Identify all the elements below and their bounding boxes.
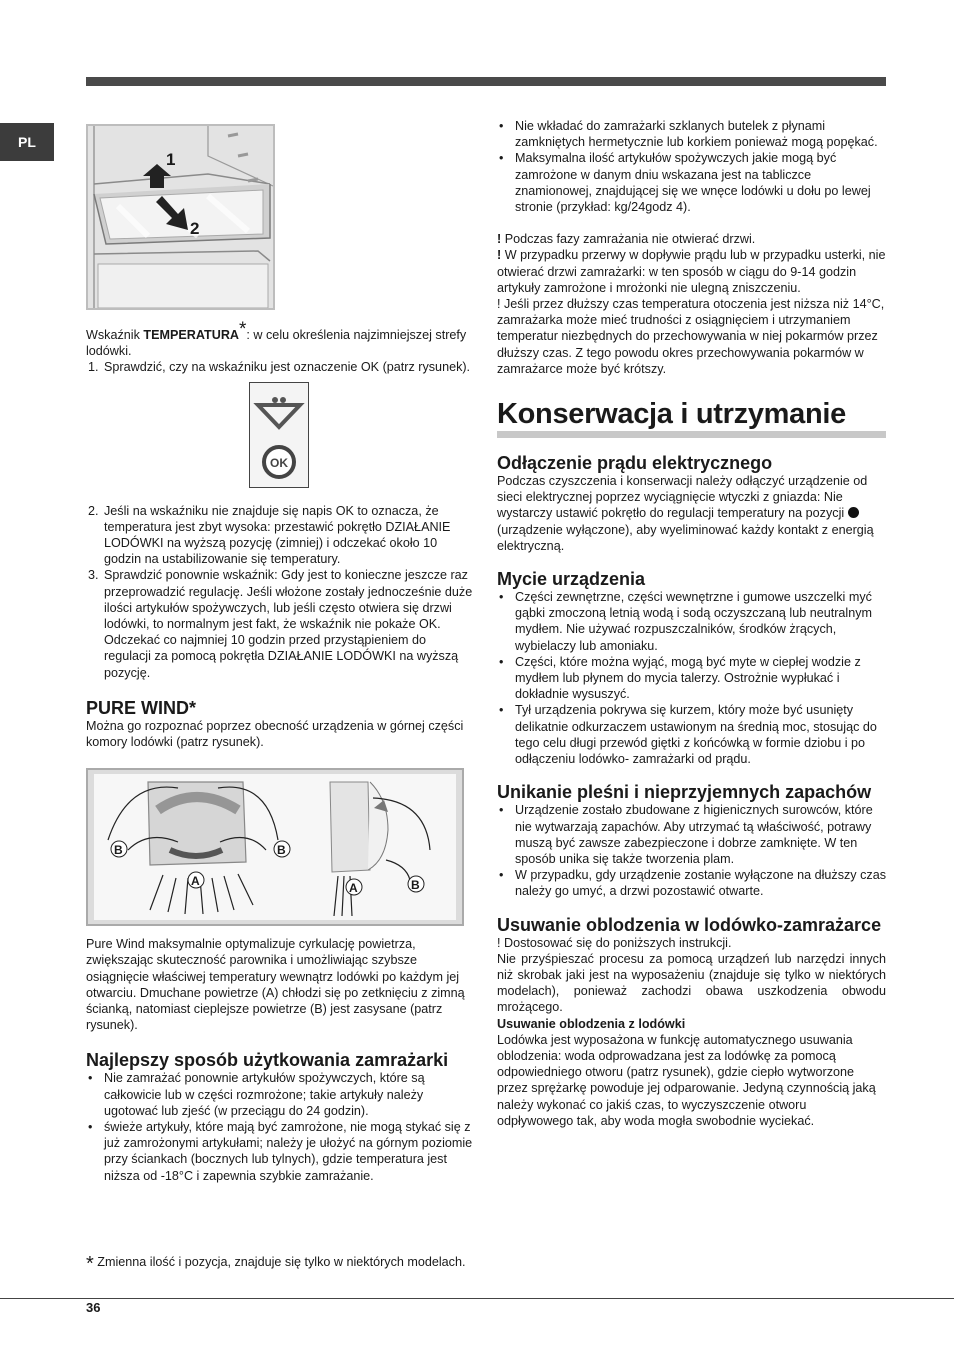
freezer-usage-heading: Najlepszy sposób użytkowania zamrażarki bbox=[86, 1050, 449, 1071]
temperature-steps-b bbox=[86, 503, 474, 681]
list-item: • Tył urządzenia pokrywa się kurzem, który może być usunięty delikatnie odkurzaczem ustawionym na średnią moc, stosując do tego celu długi przewód giętki z końcówką w formie dziobu i po odłączeniu lodówko- zamrażarki od prądu. bbox=[497, 702, 886, 767]
warning-mark: ! bbox=[497, 232, 502, 247]
disconnect-text-a: Podczas czyszczenia i konserwacji należy odłączyć urządzenie od sieci elektrycznej poprzez wyciągnięcie wtyczki z gniazda: Nie wystarczy ustawić pokrętło do regulacji temperatury na pozycji bbox=[497, 474, 868, 521]
list-item: • Urządzenie zostało zbudowane z higienicznych surowców, które nie wytwarzają zapachów. Aby utrzymać tą właściwość, potrawy muszą być zawsze zabezpieczone i dobrze zamknięte. W ten sposób unika się także tworzenia plam. bbox=[497, 802, 886, 867]
disconnect-heading: Odłączenie prądu elektrycznego bbox=[497, 453, 773, 474]
pure-wind-text: Można go rozpoznać poprzez obecność urządzenia w górnej części komory lodówki (patrz rysunek). bbox=[86, 718, 464, 750]
bottom-rule bbox=[0, 1298, 954, 1299]
ok-indicator-icon bbox=[250, 383, 308, 487]
defrost-sub-text: Lodówka jest wyposażona w funkcję automatycznego usuwania oblodzenia: woda odprowadzana jest za lodówkę za pomocą odpowiedniego otworu (patrz rysunek), gdzie ciepło wytworzone przez sprężarkę powoduje jej odparowanie. Jedyną czynnością jaką należy wykonać co jakiś czas, to wyczyszczenie otworu odpływowego tak, aby woda mogła swobodnie wyciekać. bbox=[497, 1032, 876, 1128]
top-rule bbox=[86, 77, 886, 86]
defrost-text: Nie przyśpieszać procesu za pomocą urządzeń lub narzędzi innych niż skrobak jaki jest na wyposażeniu (znajduje się tylko w niektórych modelach), ponieważ zachodzi obawa uszkodzenia obwodu mrożącego. bbox=[497, 951, 886, 1015]
off-position-icon bbox=[848, 507, 859, 518]
ok-indicator-figure bbox=[249, 382, 309, 488]
ok-label: OK bbox=[270, 455, 288, 470]
warning-text: W przypadku przerwy w dopływie prądu lub w przypadku usterki, nie otwierać drzwi zamrażarki: w ten sposób w ciągu do 9-14 godzin artykuły zamrożone i mrożonki nie ulegną zniszczeniu. bbox=[497, 248, 886, 295]
disconnect-text bbox=[497, 473, 886, 554]
fan-label-b-right: B bbox=[277, 843, 286, 858]
mold-list bbox=[497, 802, 886, 899]
washing-heading: Mycie urządzenia bbox=[497, 569, 646, 590]
disconnect-text-b: (urządzenie wyłączone), aby wyeliminować każdy kontakt z energią elektryczną. bbox=[497, 522, 874, 553]
warning-mark: ! bbox=[497, 248, 502, 263]
footnote bbox=[86, 1252, 466, 1275]
language-tab: PL bbox=[0, 123, 54, 161]
list-item: • Części, które można wyjąć, mogą być myte w ciepłej wodzie z mydłem lub płynem do mycia talerzy. Ostrożnie wypłukać i dokładnie wysuszyć. bbox=[497, 654, 886, 703]
footnote-text: Zmienna ilość i pozycja, znajduje się tylko w niektórych modelach. bbox=[93, 1255, 466, 1269]
defrost-intro: ! Dostosować się do poniższych instrukcji. bbox=[497, 935, 732, 950]
fan-label-a-side: A bbox=[349, 881, 358, 896]
shelf-label-1: 1 bbox=[166, 150, 176, 169]
freezer-usage-list-cont bbox=[497, 118, 886, 215]
defrost-subheading: Usuwanie oblodzenia z lodówki bbox=[497, 1016, 686, 1031]
step-item bbox=[86, 503, 474, 568]
fan-label-a-center: A bbox=[191, 874, 200, 889]
step-item bbox=[86, 567, 474, 680]
warning-1 bbox=[497, 231, 886, 247]
step-number: 3. bbox=[88, 568, 99, 583]
shelf-label-2: 2 bbox=[190, 219, 200, 238]
step-text: Sprawdzić, czy na wskaźniku jest oznaczenie OK (patrz rysunek). bbox=[104, 360, 471, 375]
step-number: 2. bbox=[88, 503, 99, 518]
temp-intro-rest: : w celu określenia najzimniejszej strefy lodówki. bbox=[86, 328, 467, 359]
step-number: 1. bbox=[88, 360, 99, 375]
list-item: • W przypadku, gdy urządzenie zostanie wyłączone na dłuższy czas należy go umyć, a drzwi pozostawić otwarte. bbox=[497, 867, 886, 899]
warning-3: ! Jeśli przez dłuższy czas temperatura otoczenia jest niższa niż 14°C, zamrażarka może mieć trudności z osiągnięciem i utrzymaniem temperatur niezbędnych do przechowywania w niej pokarmów przez dłuższy czas. Z tego powodu okres przechowywania pokarmów w zamrażarce może być krótszy. bbox=[497, 297, 885, 376]
left-column bbox=[86, 124, 474, 1184]
step-item bbox=[86, 359, 474, 375]
mold-heading: Unikanie pleśni i nieprzyjemnych zapachów bbox=[497, 782, 872, 803]
step-text: Sprawdzić ponownie wskaźnik: Gdy jest to konieczne jeszcze raz przeprowadzić regulację. Jeśli włożone zostały jednocześnie duże ilości artykułów spożywczych, lub jeśli często otwiera się drzwi lodówki, to normalnym jest fakt, że wskaźnik nie pokaże OK. Odczekać co najmniej 10 godzin przed przystąpieniem do regulacji za pomocą pokrętła DZIAŁANIE LODÓWKI na wyższą pozycję. bbox=[104, 568, 473, 680]
right-column bbox=[497, 118, 886, 1129]
temperature-intro bbox=[86, 319, 474, 359]
pure-wind-figure bbox=[86, 768, 464, 926]
fan-label-b-left: B bbox=[114, 843, 123, 858]
pure-wind-heading: PURE WIND* bbox=[86, 697, 197, 718]
temp-intro-star: * bbox=[239, 319, 247, 340]
fan-airflow-illustration bbox=[88, 770, 462, 924]
washing-list bbox=[497, 589, 886, 767]
page-number: 36 bbox=[86, 1300, 101, 1315]
warning-text: Podczas fazy zamrażania nie otwierać drzwi. bbox=[501, 232, 756, 247]
temperature-steps-a bbox=[86, 359, 474, 375]
step-text: Jeśli na wskaźniku nie znajduje się napis OK to oznacza, że temperatura jest zbyt wysoka: przestawić pokrętło DZIAŁANIE LODÓWKI na wyższą pozycję (zimniej) i odczekać około 10 godzin na ustabilizowanie się temperatury. bbox=[104, 503, 451, 567]
shelf-illustration bbox=[88, 126, 273, 308]
warning-2 bbox=[497, 247, 886, 296]
temp-intro-prefix: Wskaźnik bbox=[86, 328, 144, 342]
defrost-heading: Usuwanie oblodzenia w lodówko-zamrażarce bbox=[497, 914, 882, 935]
footnote-star: * bbox=[86, 1253, 94, 1275]
list-item: • Nie zamrażać ponownie artykułów spożywczych, które są całkowicie lub w części rozmrożone; takie artykuły należy ugotować lub zjeść (w przeciągu do 24 godzin). bbox=[86, 1070, 474, 1119]
main-title: Konserwacja i utrzymanie bbox=[497, 398, 846, 431]
list-item: • Nie wkładać do zamrażarki szklanych butelek z płynami zamkniętych hermetycznie lub korkiem ponieważ mogą popękać. bbox=[497, 118, 886, 150]
fan-label-b-side: B bbox=[411, 878, 420, 893]
freezer-usage-list bbox=[86, 1070, 474, 1183]
pure-wind-description: Pure Wind maksymalnie optymalizuje cyrkulację powietrza, zwiększając skuteczność parownika i umożliwiając szybsze osiągnięcie właściwej temperatury wewnątrz lodówki po każdym jej otwarciu. Dmuchane powietrze (A) chłodzi się po zetknięciu z zimną ścianką, natomiast cieplejsze powietrze (B) jest zasysane (patrz rysunek). bbox=[86, 937, 465, 1033]
list-item: • Części zewnętrzne, części wewnętrzne i gumowe uszczelki myć gąbki zmoczoną letnią wodą i sodą oczyszczaną lub neutralnym mydłem. Nie używać rozpuszczalników, środków żrących, wybielaczy lub amoniaku. bbox=[497, 589, 886, 654]
temp-intro-bold: TEMPERATURA bbox=[143, 328, 240, 342]
main-title-wrap bbox=[497, 397, 886, 438]
shelf-removal-figure bbox=[86, 124, 275, 310]
list-item: • Maksymalna ilość artykułów spożywczych jakie mogą być zamrożone w danym dniu wskazana jest na tabliczce znamionowej, znajdującej się we wnęce lodówki u dołu po lewej stronie (przykład: kg/24godz 4). bbox=[497, 150, 886, 215]
list-item: • świeże artykuły, które mają być zamrożone, nie mogą stykać się z już zamrożonymi artykułami; należy je ułożyć na górnym poziomie przy ściankach (bocznych lub tylnych), gdzie temperatura jest niższa od -18°C i zapewnia szybkie zamrażanie. bbox=[86, 1119, 474, 1184]
